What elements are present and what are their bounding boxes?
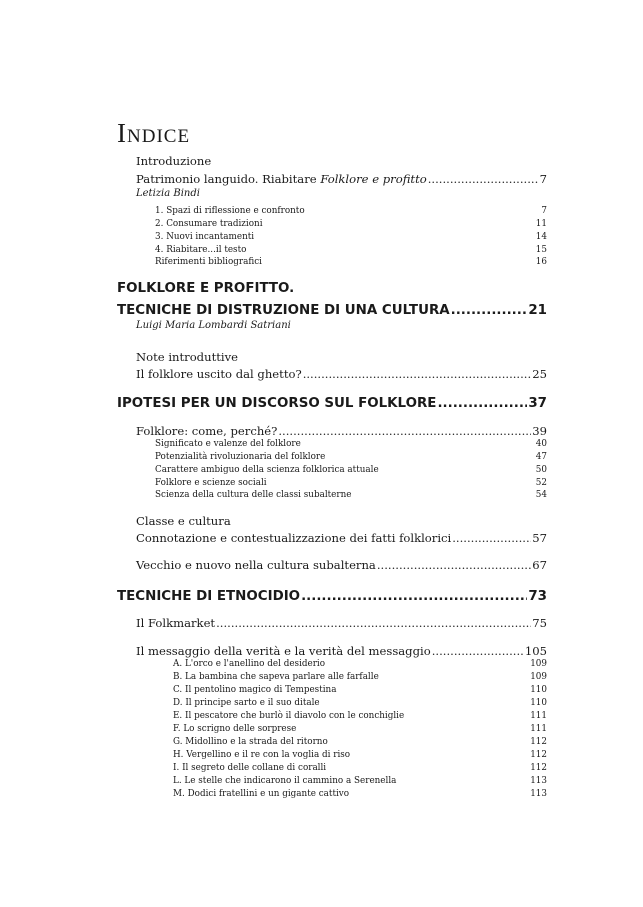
- intro-item[interactable]: 3. Nuovi incantamenti 14: [155, 232, 547, 242]
- page-number: 16: [535, 257, 547, 267]
- toc-subitem[interactable]: B. La bambina che sapeva parlare alle farfalle 109: [173, 672, 547, 682]
- toc-entry[interactable]: Folklore: come, perché? ..... 39: [136, 422, 547, 438]
- page-number: 47: [535, 452, 547, 462]
- toc-entry[interactable]: Il folklore uscito dal ghetto? ..... 25: [136, 365, 547, 381]
- page-number: 112: [530, 750, 547, 760]
- toc-entry[interactable]: Vecchio e nuovo nella cultura subalterna ..... 67: [136, 556, 547, 572]
- page-number: 50: [535, 465, 547, 475]
- toc-subitem[interactable]: I. Il segreto delle collane di coralli 112: [173, 763, 547, 773]
- toc-subitem[interactable]: H. Vergellino e il re con la voglia di riso 112: [173, 750, 547, 760]
- section-entry[interactable]: [117, 299, 547, 318]
- intro-subtitle-italic: Folklore e profitto: [320, 172, 427, 186]
- toc-subitem[interactable]: C. Il pentolino magico di Tempestina 110: [173, 685, 547, 695]
- page-number: 105: [524, 644, 547, 658]
- page-number: 15: [535, 245, 547, 255]
- dot-leader: [278, 424, 531, 438]
- subsection-heading: Note introduttive: [136, 350, 239, 364]
- intro-subtitle-plain: Patrimonio languido. Riabitare: [136, 172, 321, 186]
- toc-entry[interactable]: Connotazione e contestualizzazione dei fatti folklorici ..... 57: [136, 529, 547, 545]
- page-number: 112: [530, 763, 547, 773]
- toc-subitem[interactable]: F. Lo scrigno delle sorprese 111: [173, 724, 547, 734]
- page-number: 110: [530, 685, 547, 695]
- section-author: Luigi Maria Lombardi Satriani: [136, 320, 291, 331]
- section-entry[interactable]: [117, 392, 547, 411]
- dot-leader: [452, 531, 531, 545]
- toc-entry[interactable]: Il messaggio della verità e la verità del messaggio ..... 105: [136, 642, 547, 658]
- page-number: 73: [528, 589, 547, 604]
- dot-leader: [432, 644, 524, 658]
- page-number: 25: [532, 367, 547, 381]
- page-title: INDICE: [117, 118, 191, 148]
- page-number: 7: [539, 172, 547, 186]
- page-number: 111: [530, 711, 547, 721]
- toc-subitem[interactable]: L. Le stelle che indicarono il cammino a Serenella 113: [173, 776, 547, 786]
- intro-item[interactable]: Riferimenti bibliografici 16: [155, 257, 547, 267]
- page-number: 21: [528, 303, 547, 318]
- page-number: 57: [532, 531, 547, 545]
- page-number: 109: [530, 659, 547, 669]
- toc-subitem[interactable]: M. Dodici fratellini e un gigante cattivo 113: [173, 789, 547, 799]
- toc-subitem[interactable]: Carattere ambiguo della scienza folklorica attuale 50: [155, 465, 547, 475]
- toc-subitem[interactable]: Scienza della cultura delle classi subalterne 54: [155, 490, 547, 500]
- section-title: TECNICHE DI ETNOCIDIO: [117, 589, 301, 604]
- page-number: 113: [530, 789, 547, 799]
- toc-subitem[interactable]: D. Il principe sarto e il suo ditale 110: [173, 698, 547, 708]
- page-number: 52: [535, 478, 547, 488]
- toc-subitem[interactable]: E. Il pescatore che burlò il diavolo con le conchiglie 111: [173, 711, 547, 721]
- toc-entry[interactable]: Il Folkmarket ..... 75: [136, 614, 547, 630]
- dot-leader: [303, 367, 532, 381]
- page-number: 39: [532, 424, 547, 438]
- page-number: 109: [530, 672, 547, 682]
- intro-item[interactable]: 1. Spazi di riflessione e confronto 7: [155, 206, 547, 216]
- intro-item[interactable]: 4. Riabitare...il testo 15: [155, 245, 547, 255]
- page-number: 75: [532, 616, 547, 630]
- section-entry[interactable]: [117, 585, 547, 604]
- page-number: 40: [535, 439, 547, 449]
- page-number: 111: [530, 724, 547, 734]
- toc-subitem[interactable]: A. L'orco e l'anellino del desiderio 109: [173, 659, 547, 669]
- intro-author: Letizia Bindi: [136, 188, 200, 199]
- dot-leader: [437, 396, 527, 411]
- page-number: 37: [528, 396, 547, 411]
- page-number: 110: [530, 698, 547, 708]
- intro-subtitle-entry[interactable]: [136, 170, 547, 186]
- toc-subitem[interactable]: Potenzialità rivoluzionaria del folklore 47: [155, 452, 547, 462]
- dot-leader: [216, 616, 531, 630]
- page-number: 14: [535, 232, 547, 242]
- toc-subitem[interactable]: G. Midollino e la strada del ritorno 112: [173, 737, 547, 747]
- page-number: 11: [535, 219, 547, 229]
- dot-leader: [377, 558, 531, 572]
- section-title: IPOTESI PER UN DISCORSO SUL FOLKLORE: [117, 396, 437, 411]
- page-number: 67: [532, 558, 547, 572]
- subsection-heading: Classe e cultura: [136, 514, 231, 528]
- page-number: 112: [530, 737, 547, 747]
- section-title-line: FOLKLORE E PROFITTO.: [117, 281, 295, 296]
- intro-heading: Introduzione: [136, 154, 212, 168]
- toc-subitem[interactable]: Folklore e scienze sociali 52: [155, 478, 547, 488]
- dot-leader: [451, 303, 528, 318]
- page-number: 7: [541, 206, 547, 216]
- toc-subitem[interactable]: Significato e valenze del folklore 40: [155, 439, 547, 449]
- intro-item[interactable]: 2. Consumare tradizioni 11: [155, 219, 547, 229]
- section-title: TECNICHE DI DISTRUZIONE DI UNA CULTURA: [117, 303, 450, 318]
- dot-leader: [301, 589, 527, 604]
- page-number: 113: [530, 776, 547, 786]
- page-number: 54: [535, 490, 547, 500]
- dot-leader: [428, 172, 539, 186]
